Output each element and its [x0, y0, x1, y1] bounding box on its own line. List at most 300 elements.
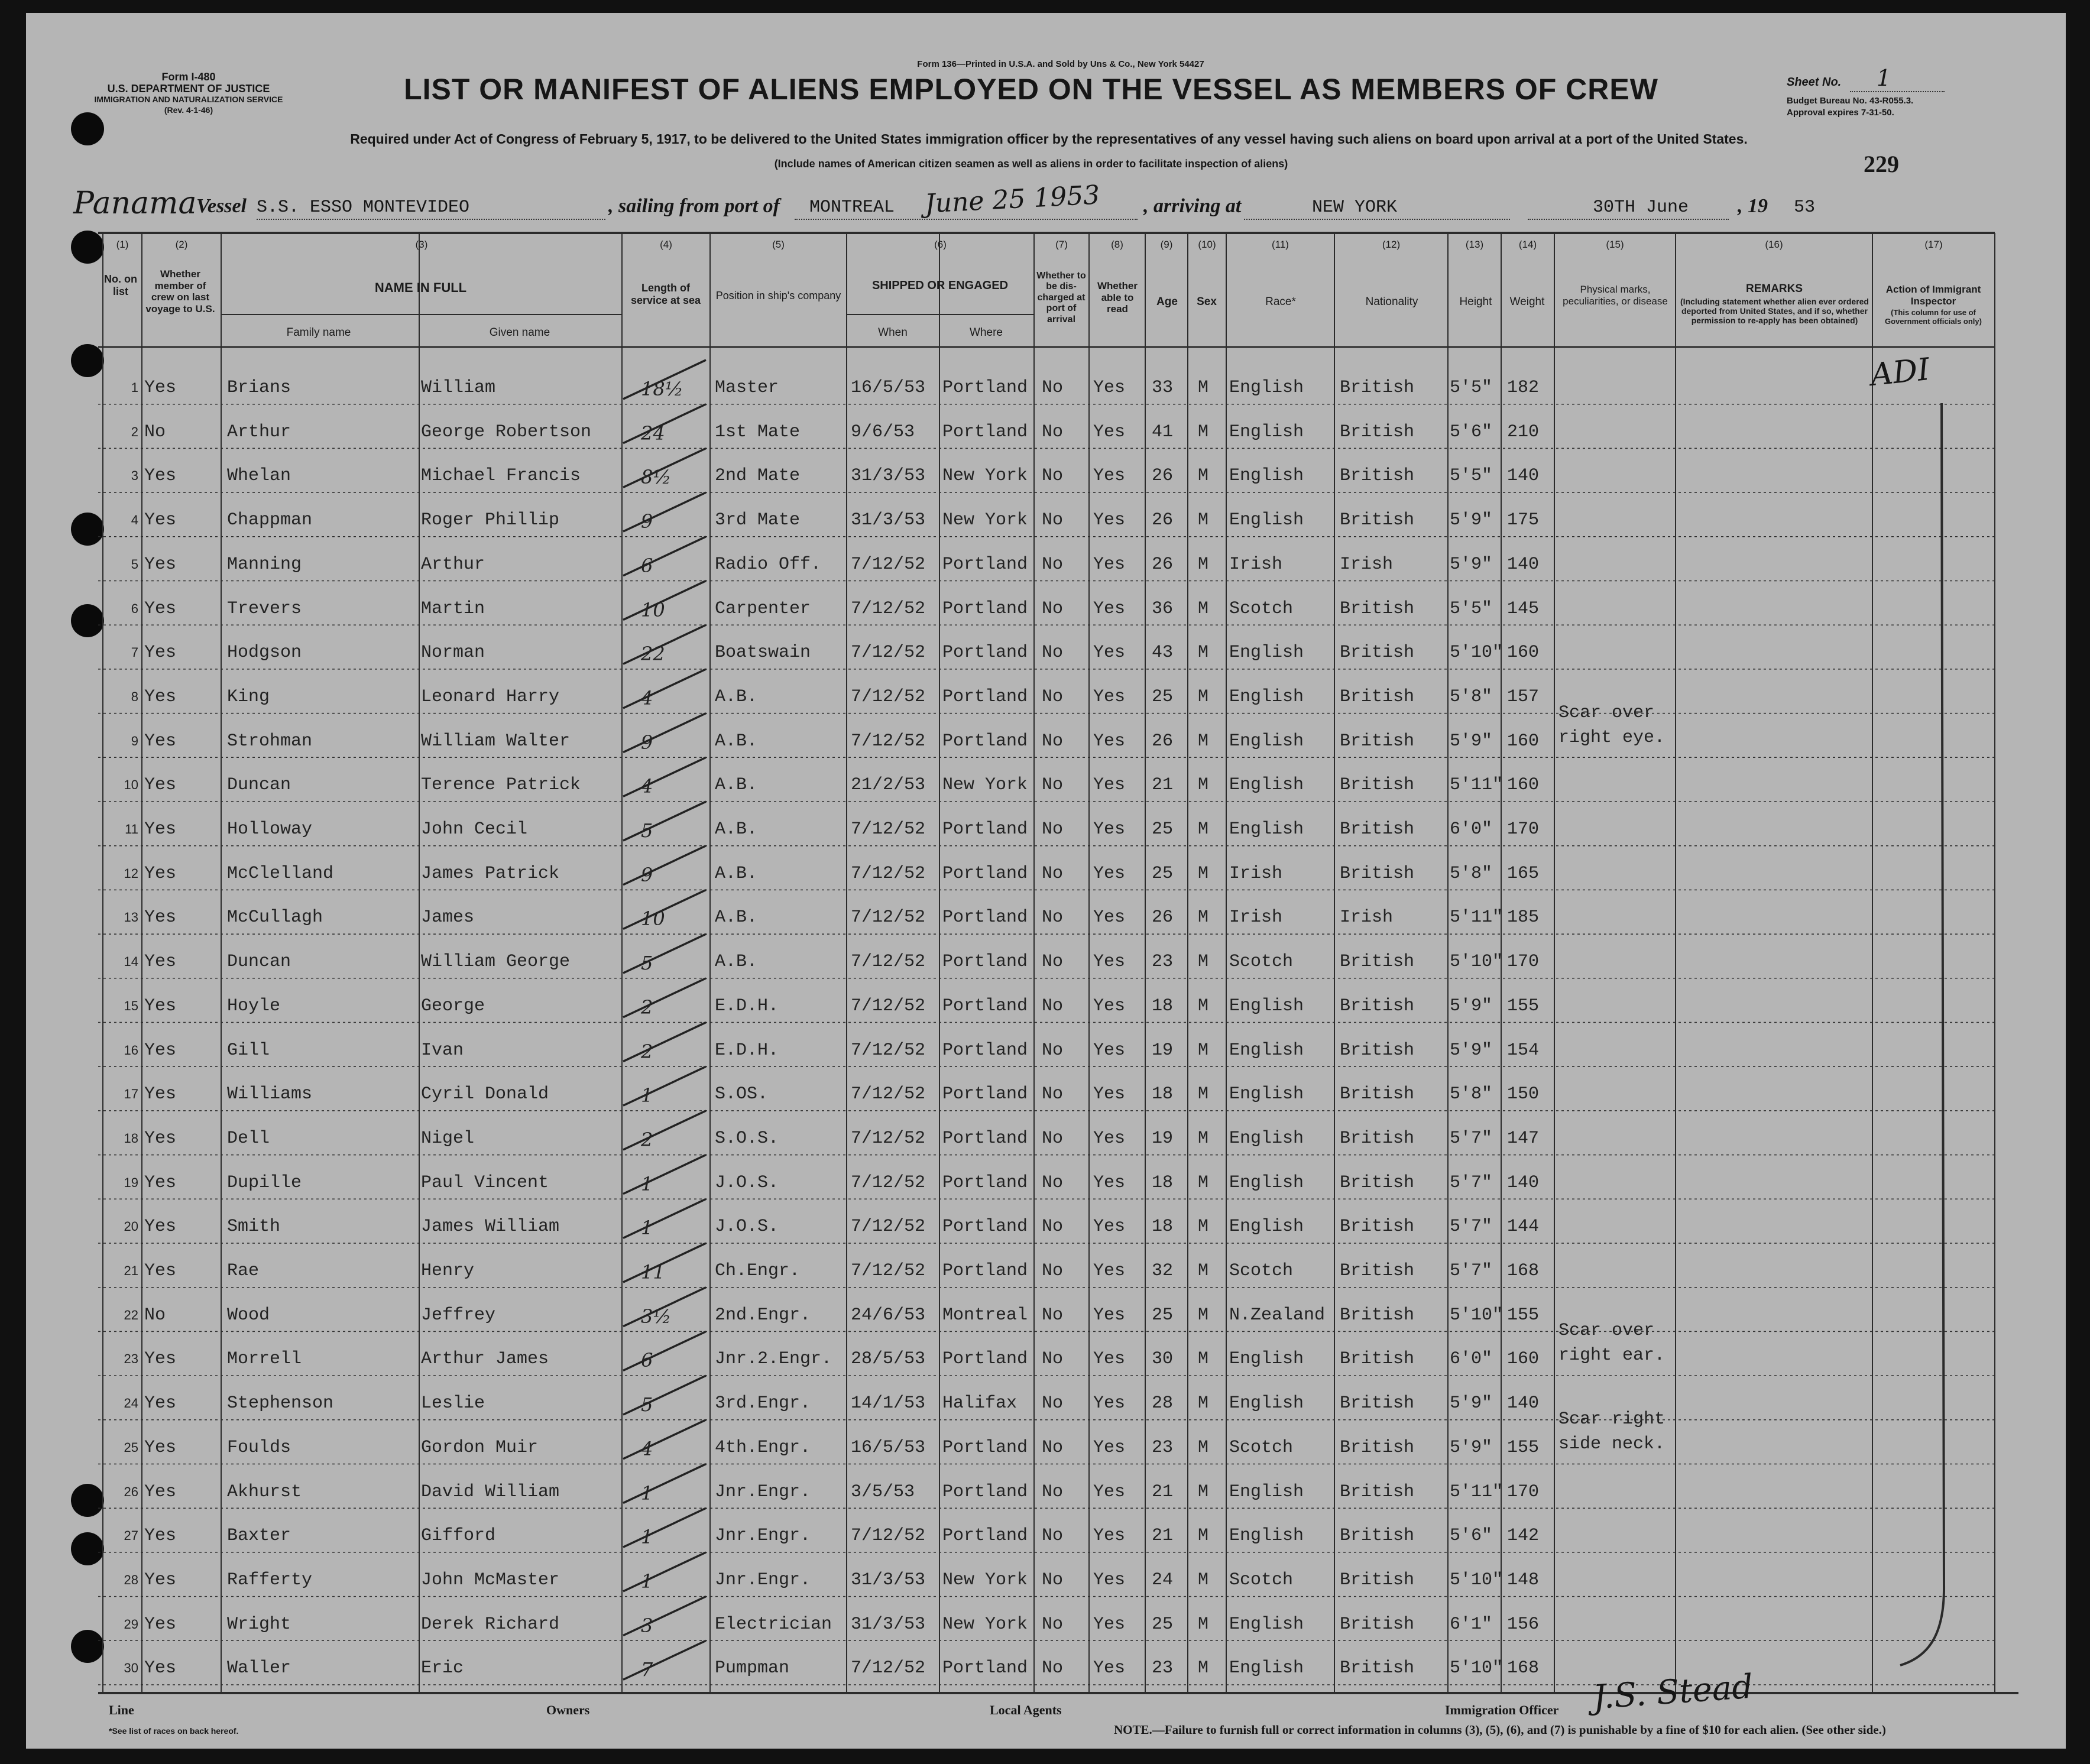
weight-cell: 165 — [1507, 863, 1540, 884]
race-cell: English — [1229, 1128, 1304, 1149]
approval-line: Approval expires 7-31-50. — [1787, 108, 1894, 118]
given-name-cell: George — [421, 996, 485, 1016]
physical-mark-note: Scar over right eye. — [1558, 702, 1665, 748]
given-name-cell: Michael Francis — [421, 466, 581, 487]
age-cell: 41 — [1152, 421, 1174, 442]
race-cell: English — [1229, 996, 1304, 1016]
column-number: (12) — [1382, 239, 1401, 250]
physical-mark-note: Scar right side neck. — [1558, 1409, 1665, 1454]
given-name-cell: Gifford — [421, 1526, 496, 1546]
family-name-cell: Williams — [227, 1084, 313, 1105]
manifest-sheet — [26, 13, 2066, 1749]
race-cell: English — [1229, 1614, 1304, 1635]
family-name-cell: Chappman — [227, 510, 313, 531]
able-read-cell: Yes — [1093, 819, 1126, 839]
sex-cell: M — [1198, 1481, 1209, 1502]
able-read-cell: Yes — [1093, 1128, 1126, 1149]
able-read-cell: Yes — [1093, 1084, 1126, 1105]
service-check-stroke — [623, 714, 706, 753]
vessel-label: Vessel — [196, 195, 247, 217]
able-read-cell: Yes — [1093, 1658, 1126, 1679]
prev-voyage-cell: Yes — [144, 1217, 177, 1237]
weight-cell: 185 — [1507, 907, 1540, 928]
position-cell: 2nd.Engr. — [715, 1305, 811, 1325]
prev-voyage-cell: Yes — [144, 466, 177, 487]
family-name-cell: Foulds — [227, 1437, 291, 1458]
race-cell: English — [1229, 1526, 1304, 1546]
shipped-where-cell: New York — [942, 466, 1028, 487]
column-number: (15) — [1606, 239, 1624, 250]
service-check-stroke — [623, 1508, 706, 1547]
service-check-stroke — [623, 1023, 706, 1062]
height-cell: 5'9" — [1450, 731, 1493, 751]
service-check-stroke — [623, 1552, 706, 1591]
prev-voyage-cell: Yes — [144, 952, 177, 972]
shipped-where-cell: Portland — [942, 1526, 1028, 1546]
sex-cell: M — [1198, 1305, 1209, 1325]
col-header-given: Given name — [489, 326, 550, 339]
shipped-when-cell: 7/12/52 — [851, 819, 926, 839]
family-name-cell: Strohman — [227, 731, 313, 751]
given-name-cell: James William — [421, 1217, 560, 1237]
shipped-where-cell: Montreal — [942, 1305, 1028, 1325]
given-name-cell: Ivan — [421, 1040, 464, 1061]
position-cell: 2nd Mate — [715, 466, 801, 487]
discharged-cell: No — [1042, 996, 1064, 1016]
column-number: (1) — [116, 239, 129, 250]
service-length-cell: 9 — [641, 863, 653, 886]
service-length-cell: 6 — [641, 1349, 653, 1372]
weight-cell: 140 — [1507, 554, 1540, 575]
race-cell: English — [1229, 1172, 1304, 1193]
discharged-cell: No — [1042, 598, 1064, 619]
age-cell: 28 — [1152, 1393, 1174, 1414]
age-cell: 30 — [1152, 1349, 1174, 1370]
age-cell: 19 — [1152, 1128, 1174, 1149]
sex-cell: M — [1198, 1393, 1209, 1414]
nationality-cell: British — [1340, 819, 1415, 839]
height-cell: 5'10" — [1450, 1570, 1503, 1590]
nationality-cell: British — [1340, 378, 1415, 398]
position-cell: E.D.H. — [715, 1040, 779, 1061]
shipped-when-cell: 28/5/53 — [851, 1349, 926, 1370]
sheet-label: Sheet No. — [1787, 76, 1842, 89]
nationality-cell: British — [1340, 731, 1415, 751]
shipped-when-cell: 24/6/53 — [851, 1305, 926, 1325]
shipped-where-cell: Portland — [942, 731, 1028, 751]
able-read-cell: Yes — [1093, 1481, 1126, 1502]
col-header-able-read: Whether able to read — [1097, 280, 1138, 315]
discharged-cell: No — [1042, 466, 1064, 487]
discharged-cell: No — [1042, 421, 1064, 442]
race-cell: Irish — [1229, 554, 1283, 575]
age-cell: 25 — [1152, 863, 1174, 884]
service-length-cell: 10 — [641, 598, 665, 621]
sex-cell: M — [1198, 1614, 1209, 1635]
able-read-cell: Yes — [1093, 775, 1126, 796]
discharged-cell: No — [1042, 1526, 1064, 1546]
race-cell: Scotch — [1229, 1570, 1294, 1590]
sex-cell: M — [1198, 1128, 1209, 1149]
col-header-family: Family name — [286, 326, 351, 339]
discharged-cell: No — [1042, 1261, 1064, 1281]
col-header-no: No. on list — [104, 273, 137, 297]
able-read-cell: Yes — [1093, 686, 1126, 707]
able-read-cell: Yes — [1093, 1526, 1126, 1546]
race-cell: English — [1229, 1393, 1304, 1414]
able-read-cell: Yes — [1093, 996, 1126, 1016]
family-name-cell: Wright — [227, 1614, 291, 1635]
race-cell: Scotch — [1229, 1261, 1294, 1281]
prev-voyage-cell: Yes — [144, 686, 177, 707]
able-read-cell: Yes — [1093, 554, 1126, 575]
shipped-when-cell: 7/12/52 — [851, 686, 926, 707]
row-number-cell: 17 — [124, 1087, 138, 1102]
given-name-cell: James Patrick — [421, 863, 560, 884]
column-number: (3) — [415, 239, 428, 250]
shipped-where-cell: Portland — [942, 1084, 1028, 1105]
service-length-cell: 2 — [641, 996, 653, 1019]
position-cell: 4th.Engr. — [715, 1437, 811, 1458]
service-check-stroke — [623, 537, 706, 576]
race-cell: English — [1229, 1481, 1304, 1502]
age-cell: 18 — [1152, 1084, 1174, 1105]
nationality-cell: British — [1340, 598, 1415, 619]
discharged-cell: No — [1042, 1217, 1064, 1237]
service-length-cell: 8½ — [641, 466, 672, 489]
weight-cell: 144 — [1507, 1217, 1540, 1237]
row-number-cell: 19 — [124, 1175, 138, 1190]
col-header-service: Length of service at sea — [630, 282, 701, 306]
family-name-cell: Duncan — [227, 775, 291, 796]
nationality-cell: Irish — [1340, 907, 1394, 928]
shipped-when-cell: 31/3/53 — [851, 1570, 926, 1590]
service-length-cell: 1 — [641, 1526, 653, 1549]
service-check-stroke — [623, 1199, 706, 1238]
race-cell: English — [1229, 378, 1304, 398]
discharged-cell: No — [1042, 1393, 1064, 1414]
col-header-action: Action of Immigrant Inspector — [1885, 284, 1981, 307]
col-header-when: When — [878, 326, 908, 339]
row-number-cell: 13 — [124, 910, 138, 925]
shipped-when-cell: 7/12/52 — [851, 907, 926, 928]
family-name-cell: Dupille — [227, 1172, 302, 1193]
height-cell: 5'5" — [1450, 598, 1493, 619]
service-length-cell: 2 — [641, 1040, 653, 1063]
row-number-cell: 11 — [125, 822, 138, 836]
service-length-cell: 5 — [641, 952, 653, 975]
row-number-cell: 8 — [131, 689, 138, 704]
col-header-physical: Physical marks, peculiarities, or disease — [1563, 284, 1668, 307]
family-name-cell: Duncan — [227, 952, 291, 972]
shipped-when-cell: 16/5/53 — [851, 378, 926, 398]
service-check-stroke — [623, 934, 706, 973]
position-cell: Pumpman — [715, 1658, 790, 1679]
weight-cell: 170 — [1507, 819, 1540, 839]
given-name-cell: Henry — [421, 1261, 475, 1281]
row-number-cell: 25 — [124, 1439, 138, 1455]
discharged-cell: No — [1042, 643, 1064, 663]
position-cell: Jnr.Engr. — [715, 1481, 811, 1502]
family-name-cell: Brians — [227, 378, 291, 398]
given-name-cell: George Robertson — [421, 421, 592, 442]
position-cell: 3rd Mate — [715, 510, 801, 531]
row-number-cell: 21 — [124, 1263, 138, 1278]
height-cell: 5'8" — [1450, 686, 1493, 707]
sex-cell: M — [1198, 421, 1209, 442]
sex-cell: M — [1198, 1084, 1209, 1105]
nationality-cell: British — [1340, 1393, 1415, 1414]
discharged-cell: No — [1042, 554, 1064, 575]
age-cell: 21 — [1152, 1526, 1174, 1546]
position-cell: Jnr.2.Engr. — [715, 1349, 832, 1370]
discharged-cell: No — [1042, 907, 1064, 928]
sex-cell: M — [1198, 1526, 1209, 1546]
given-name-cell: Arthur — [421, 554, 485, 575]
sex-cell: M — [1198, 1217, 1209, 1237]
able-read-cell: Yes — [1093, 952, 1126, 972]
prev-voyage-cell: Yes — [144, 510, 177, 531]
height-cell: 5'5" — [1450, 378, 1493, 398]
weight-cell: 155 — [1507, 996, 1540, 1016]
sex-cell: M — [1198, 1261, 1209, 1281]
age-cell: 26 — [1152, 554, 1174, 575]
prev-voyage-cell: Yes — [144, 1437, 177, 1458]
prev-voyage-cell: Yes — [144, 1084, 177, 1105]
age-cell: 23 — [1152, 952, 1174, 972]
able-read-cell: Yes — [1093, 1172, 1126, 1193]
sex-cell: M — [1198, 1040, 1209, 1061]
position-cell: 1st Mate — [715, 421, 801, 442]
shipped-when-cell: 31/3/53 — [851, 466, 926, 487]
race-cell: English — [1229, 731, 1304, 751]
discharged-cell: No — [1042, 1658, 1064, 1679]
col-header-prev-voyage: Whether member of crew on last voyage to U.S. — [145, 268, 215, 314]
position-cell: S.OS. — [715, 1084, 769, 1105]
discharged-cell: No — [1042, 1040, 1064, 1061]
nationality-cell: British — [1340, 686, 1415, 707]
discharged-cell: No — [1042, 1481, 1064, 1502]
shipped-when-cell: 7/12/52 — [851, 554, 926, 575]
col-header-remarks-sub: (Including statement whether alien ever ordered deported from United States, and if so, whether permission to re-apply has been obtained) — [1680, 297, 1869, 326]
inspector-line — [1888, 380, 1971, 1680]
position-cell: Carpenter — [715, 598, 811, 619]
col-header-name: NAME IN FULL — [374, 280, 467, 295]
weight-cell: 156 — [1507, 1614, 1540, 1635]
discharged-cell: No — [1042, 378, 1064, 398]
weight-cell: 145 — [1507, 598, 1540, 619]
height-cell: 5'9" — [1450, 1393, 1493, 1414]
shipped-where-cell: New York — [942, 1614, 1028, 1635]
arrival-day: 30TH June — [1593, 197, 1689, 218]
discharged-cell: No — [1042, 510, 1064, 531]
department: U.S. DEPARTMENT OF JUSTICE — [107, 83, 270, 95]
shipped-where-cell: Portland — [942, 1437, 1028, 1458]
sex-cell: M — [1198, 863, 1209, 884]
prev-voyage-cell: Yes — [144, 1526, 177, 1546]
service-check-stroke — [623, 1111, 706, 1150]
footer-line-label: Line — [109, 1703, 134, 1717]
weight-cell: 160 — [1507, 643, 1540, 663]
discharged-cell: No — [1042, 686, 1064, 707]
age-cell: 23 — [1152, 1437, 1174, 1458]
age-cell: 25 — [1152, 1305, 1174, 1325]
race-cell: English — [1229, 466, 1304, 487]
nationality-cell: British — [1340, 421, 1415, 442]
race-cell: Irish — [1229, 863, 1283, 884]
height-cell: 5'6" — [1450, 421, 1493, 442]
race-cell: English — [1229, 686, 1304, 707]
physical-mark-note: Scar over right ear. — [1558, 1321, 1665, 1366]
sex-cell: M — [1198, 907, 1209, 928]
nationality-cell: British — [1340, 1261, 1415, 1281]
race-cell: Irish — [1229, 907, 1283, 928]
shipped-when-cell: 7/12/52 — [851, 1128, 926, 1149]
shipped-when-cell: 7/12/52 — [851, 1658, 926, 1679]
position-cell: A.B. — [715, 952, 758, 972]
weight-cell: 160 — [1507, 731, 1540, 751]
given-name-cell: Derek Richard — [421, 1614, 560, 1635]
row-number-cell: 12 — [124, 865, 138, 881]
given-name-cell: Martin — [421, 598, 485, 619]
race-cell: English — [1229, 643, 1304, 663]
shipped-when-cell: 7/12/52 — [851, 1526, 926, 1546]
family-name-cell: McCullagh — [227, 907, 323, 928]
able-read-cell: Yes — [1093, 1217, 1126, 1237]
nationality-cell: British — [1340, 1084, 1415, 1105]
service-length-cell: 1 — [641, 1084, 653, 1107]
service-check-stroke — [623, 846, 706, 885]
height-cell: 5'7" — [1450, 1261, 1493, 1281]
nationality-cell: British — [1340, 466, 1415, 487]
height-cell: 5'10" — [1450, 1658, 1503, 1679]
shipped-where-cell: Halifax — [942, 1393, 1018, 1414]
weight-cell: 150 — [1507, 1084, 1540, 1105]
weight-cell: 155 — [1507, 1305, 1540, 1325]
form-id: Form I-480 — [161, 71, 216, 83]
prev-voyage-cell: Yes — [144, 1128, 177, 1149]
weight-cell: 175 — [1507, 510, 1540, 531]
age-cell: 26 — [1152, 510, 1174, 531]
family-name-cell: Stephenson — [227, 1393, 334, 1414]
given-name-cell: Arthur James — [421, 1349, 549, 1370]
prev-voyage-cell: Yes — [144, 1570, 177, 1590]
sex-cell: M — [1198, 598, 1209, 619]
service-check-stroke — [623, 1331, 706, 1370]
position-cell: A.B. — [715, 819, 758, 839]
service-length-cell: 1 — [641, 1172, 653, 1195]
prev-voyage-cell: Yes — [144, 1349, 177, 1370]
row-number-cell: 22 — [124, 1307, 138, 1322]
nationality-cell: British — [1340, 996, 1415, 1016]
column-number: (5) — [772, 239, 785, 250]
weight-cell: 182 — [1507, 378, 1540, 398]
shipped-when-cell: 7/12/52 — [851, 952, 926, 972]
shipped-where-cell: Portland — [942, 1128, 1028, 1149]
row-number-cell: 23 — [124, 1351, 138, 1367]
given-name-cell: William George — [421, 952, 571, 972]
family-name-cell: Hodgson — [227, 643, 302, 663]
position-cell: A.B. — [715, 907, 758, 928]
shipped-where-cell: New York — [942, 510, 1028, 531]
given-name-cell: Nigel — [421, 1128, 475, 1149]
shipped-where-cell: Portland — [942, 907, 1028, 928]
sex-cell: M — [1198, 510, 1209, 531]
shipped-where-cell: Portland — [942, 378, 1028, 398]
shipped-where-cell: Portland — [942, 686, 1028, 707]
prev-voyage-cell: Yes — [144, 598, 177, 619]
column-number: (4) — [660, 239, 672, 250]
nationality-cell: British — [1340, 1481, 1415, 1502]
height-cell: 5'11" — [1450, 907, 1503, 928]
row-number-cell: 24 — [124, 1396, 138, 1411]
age-cell: 36 — [1152, 598, 1174, 619]
column-number: (7) — [1055, 239, 1068, 250]
col-header-where: Where — [970, 326, 1003, 339]
weight-cell: 160 — [1507, 775, 1540, 796]
discharged-cell: No — [1042, 1570, 1064, 1590]
able-read-cell: Yes — [1093, 1393, 1126, 1414]
given-name-cell: John Cecil — [421, 819, 528, 839]
row-number-cell: 3 — [131, 468, 138, 484]
column-number: (16) — [1765, 239, 1783, 250]
prev-voyage-cell: Yes — [144, 775, 177, 796]
position-cell: Master — [715, 378, 779, 398]
arrival-year: 53 — [1794, 197, 1816, 218]
able-read-cell: Yes — [1093, 1305, 1126, 1325]
age-cell: 32 — [1152, 1261, 1174, 1281]
height-cell: 5'9" — [1450, 510, 1493, 531]
family-name-cell: Rafferty — [227, 1570, 313, 1590]
family-name-cell: Akhurst — [227, 1481, 302, 1502]
row-number-cell: 7 — [131, 645, 138, 660]
nationality-cell: British — [1340, 775, 1415, 796]
height-cell: 5'10" — [1450, 643, 1503, 663]
shipped-when-cell: 14/1/53 — [851, 1393, 926, 1414]
family-name-cell: Holloway — [227, 819, 313, 839]
height-cell: 5'6" — [1450, 1526, 1493, 1546]
race-cell: Scotch — [1229, 952, 1294, 972]
race-cell: English — [1229, 819, 1304, 839]
weight-cell: 168 — [1507, 1261, 1540, 1281]
nationality-cell: British — [1340, 1437, 1415, 1458]
shipped-when-cell: 7/12/52 — [851, 1172, 926, 1193]
col-header-remarks: REMARKS — [1745, 283, 1803, 295]
row-number-cell: 1 — [131, 380, 138, 395]
footer-agents-label: Local Agents — [990, 1703, 1062, 1717]
row-number-cell: 16 — [124, 1042, 138, 1058]
sex-cell: M — [1198, 775, 1209, 796]
position-cell: J.O.S. — [715, 1172, 779, 1193]
service-check-stroke — [623, 1376, 706, 1415]
shipped-when-cell: 31/3/53 — [851, 1614, 926, 1635]
prev-voyage-cell: Yes — [144, 863, 177, 884]
sex-cell: M — [1198, 466, 1209, 487]
weight-cell: 148 — [1507, 1570, 1540, 1590]
shipped-where-cell: Portland — [942, 1217, 1028, 1237]
service-length-cell: 24 — [641, 421, 665, 445]
sex-cell: M — [1198, 378, 1209, 398]
shipped-when-cell: 16/5/53 — [851, 1437, 926, 1458]
row-number-cell: 27 — [124, 1528, 138, 1543]
family-name-cell: Waller — [227, 1658, 291, 1679]
discharged-cell: No — [1042, 1437, 1064, 1458]
sailing-label: , sailing from port of — [608, 195, 780, 217]
prev-voyage-cell: Yes — [144, 643, 177, 663]
family-name-cell: Morrell — [227, 1349, 302, 1370]
height-cell: 5'11" — [1450, 775, 1503, 796]
arriving-label: , arriving at — [1143, 195, 1242, 217]
